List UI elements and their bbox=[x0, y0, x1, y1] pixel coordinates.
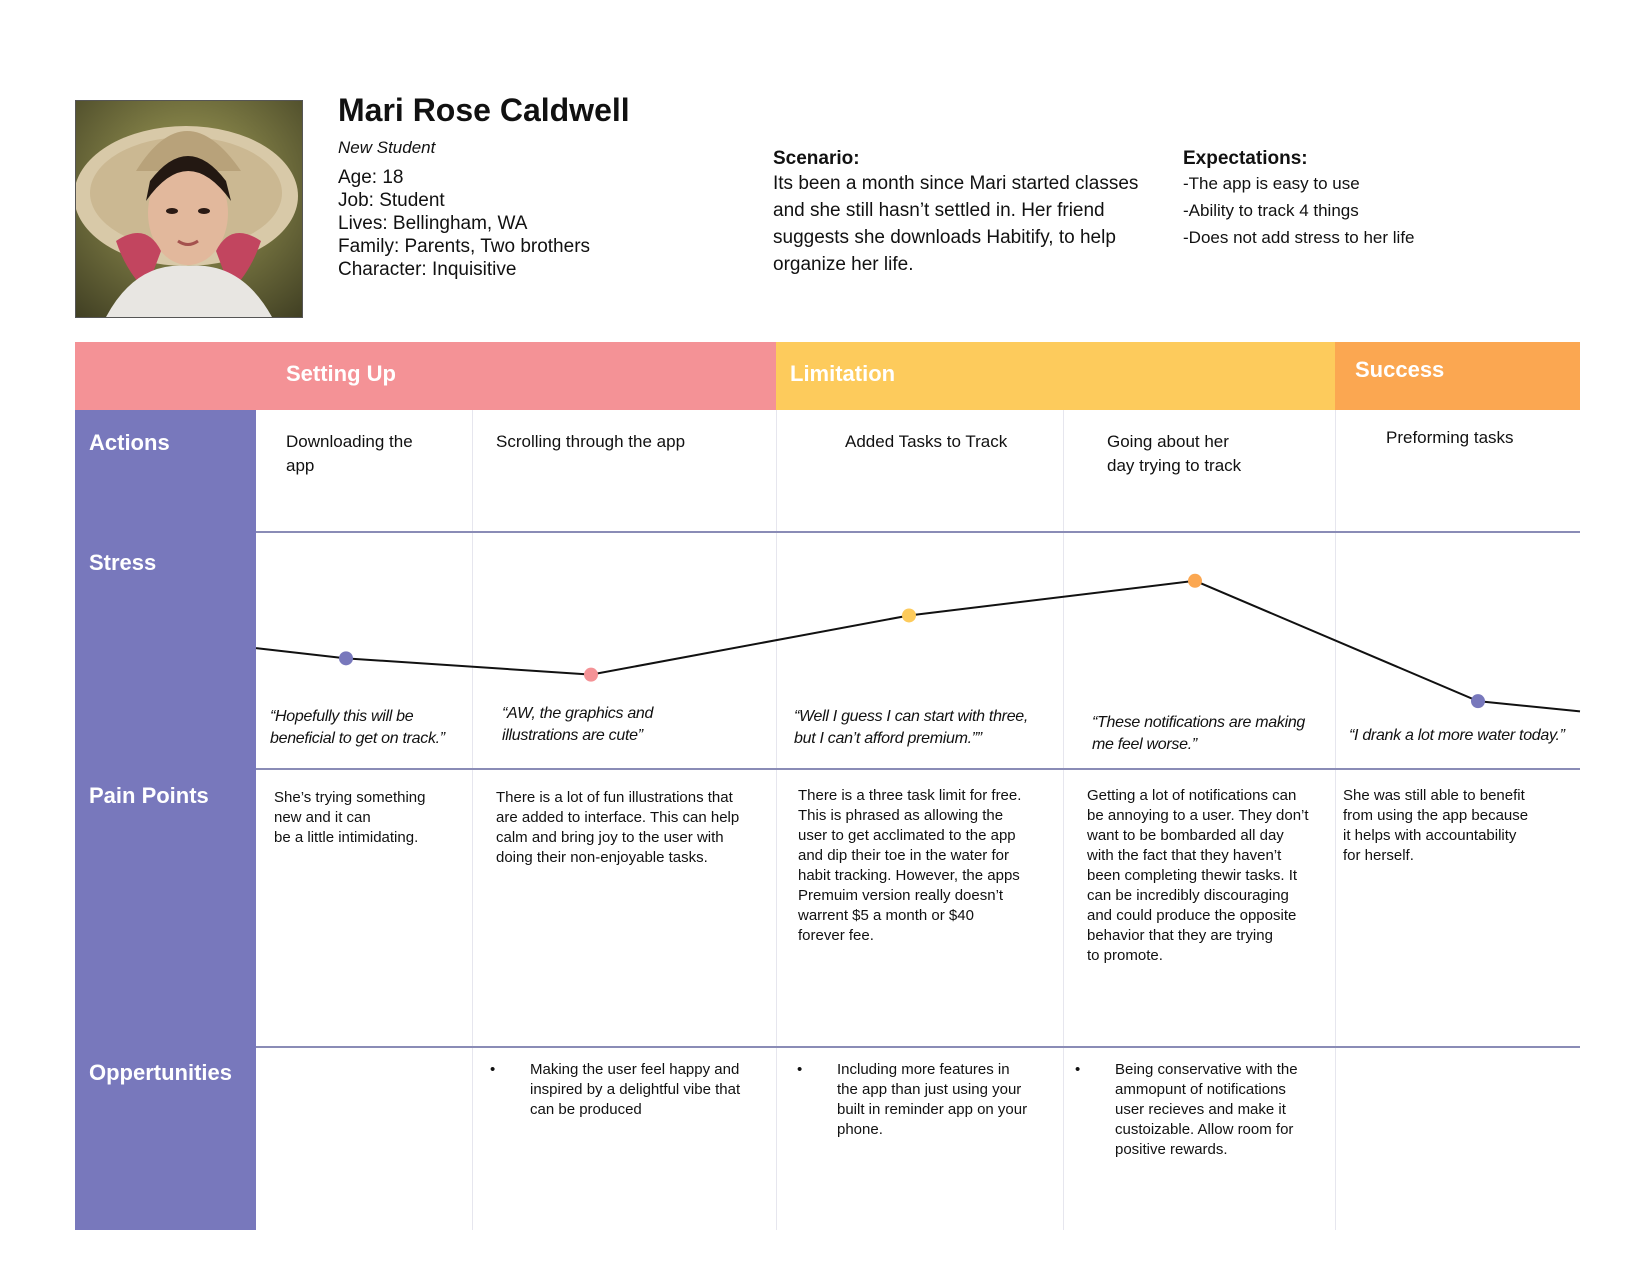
opportunity-line: can be produced bbox=[530, 1101, 642, 1118]
phase-success bbox=[1335, 342, 1580, 410]
pain-line: There is a lot of fun illustrations that bbox=[496, 789, 733, 806]
pain-line: Premuim version really doesn’t bbox=[798, 887, 1004, 904]
pain-line: Getting a lot of notifications can bbox=[1087, 787, 1297, 804]
action-going-about bbox=[1107, 430, 1241, 478]
row-divider bbox=[256, 531, 1580, 533]
pain-line: it helps with accountability bbox=[1343, 827, 1517, 844]
pain-line: from using the app because bbox=[1343, 807, 1529, 824]
pain-line: with the fact that they haven’t bbox=[1087, 847, 1282, 864]
opportunity-going-about bbox=[1075, 1060, 1298, 1160]
quote-line: “These notifications are making bbox=[1092, 714, 1306, 731]
opportunity-line: ammopunt of notifications bbox=[1115, 1081, 1286, 1098]
phase-limitation bbox=[776, 342, 1335, 410]
action-added-tasks bbox=[845, 430, 1007, 454]
action-line: Scrolling through the app bbox=[496, 432, 686, 451]
stress-point-1 bbox=[339, 651, 353, 665]
scenario-block bbox=[773, 148, 1163, 278]
pain-line: and could produce the opposite bbox=[1087, 907, 1297, 924]
stress-point-3 bbox=[902, 608, 916, 622]
quote-added-tasks bbox=[794, 706, 1028, 750]
quote-downloading bbox=[270, 706, 445, 750]
stress-line bbox=[256, 581, 1580, 712]
pain-downloading bbox=[274, 788, 425, 848]
pain-line: habit tracking. However, the apps bbox=[798, 867, 1020, 884]
persona-character: Character: Inquisitive bbox=[338, 259, 517, 280]
persona-location: Lives: Bellingham, WA bbox=[338, 213, 528, 234]
pain-line: to promote. bbox=[1087, 947, 1163, 964]
bullet-icon: • bbox=[490, 1061, 496, 1078]
opportunity-line: user recieves and make it bbox=[1115, 1101, 1286, 1118]
row-label-stress: Stress bbox=[89, 550, 157, 575]
pain-line: be a little intimidating. bbox=[274, 829, 419, 846]
pain-line: She was still able to benefit bbox=[1343, 787, 1525, 804]
pain-line: calm and bring joy to the user with bbox=[496, 829, 724, 846]
pain-line: forever fee. bbox=[798, 927, 874, 944]
pain-line: new and it can bbox=[274, 809, 371, 826]
quote-line: but I can’t afford premium.”” bbox=[794, 730, 982, 747]
opportunity-line: custoizable. Allow room for bbox=[1115, 1121, 1294, 1138]
pain-line: and dip their toe in the water for bbox=[798, 847, 1009, 864]
phase-setting-up bbox=[75, 342, 776, 410]
phase-label: Setting Up bbox=[286, 361, 396, 386]
pain-line: This is phrased as allowing the bbox=[798, 807, 1004, 824]
phase-label: Limitation bbox=[790, 361, 896, 386]
bullet-icon: • bbox=[797, 1061, 803, 1078]
expectation-item: -Does not add stress to her life bbox=[1183, 228, 1415, 247]
pain-added-tasks bbox=[798, 786, 1021, 946]
pain-line: want to be bombarded all day bbox=[1087, 827, 1284, 844]
action-downloading bbox=[286, 430, 413, 478]
action-line: app bbox=[286, 456, 315, 475]
pain-line: user to get acclimated to the app bbox=[798, 827, 1016, 844]
pain-line: warrent $5 a month or $40 bbox=[798, 907, 974, 924]
pain-line: be annoying to a user. They don’t bbox=[1087, 807, 1309, 824]
pain-scrolling bbox=[496, 788, 739, 868]
opportunity-line: Making the user feel happy and bbox=[530, 1061, 740, 1078]
quote-line: “Hopefully this will be bbox=[270, 708, 414, 725]
quote-line: illustrations are cute” bbox=[502, 727, 643, 744]
phase-band bbox=[75, 342, 1580, 410]
quote-performing bbox=[1349, 725, 1565, 747]
opportunity-line: built in reminder app on your bbox=[837, 1101, 1028, 1118]
stress-point-4 bbox=[1188, 574, 1202, 588]
pain-line: behavior that they are trying bbox=[1087, 927, 1273, 944]
opportunity-scrolling bbox=[490, 1060, 740, 1120]
pain-line: can be incredibly discouraging bbox=[1087, 887, 1289, 904]
column-divider bbox=[472, 410, 473, 1230]
scenario-title: Scenario: bbox=[773, 148, 860, 169]
persona-role: New Student bbox=[338, 138, 436, 157]
action-scrolling bbox=[496, 430, 685, 454]
phase-label: Success bbox=[1355, 357, 1445, 382]
stress-point-2 bbox=[584, 668, 598, 682]
quote-line: “I drank a lot more water today.” bbox=[1349, 727, 1565, 744]
opportunity-line: phone. bbox=[837, 1121, 883, 1138]
persona-age: Age: 18 bbox=[338, 167, 404, 188]
column-divider bbox=[1063, 410, 1064, 1230]
scenario-line: and she still hasn’t settled in. Her friend bbox=[773, 200, 1105, 221]
action-line: day trying to track bbox=[1107, 456, 1242, 475]
quote-scrolling bbox=[502, 703, 653, 747]
pain-line: been completing thewir tasks. It bbox=[1087, 867, 1298, 884]
action-performing bbox=[1386, 426, 1514, 450]
opportunity-line: inspired by a delightful vibe that bbox=[530, 1081, 741, 1098]
expectations-block bbox=[1183, 148, 1483, 251]
column-divider bbox=[776, 410, 777, 1230]
row-divider bbox=[256, 1046, 1580, 1048]
stress-point-5 bbox=[1471, 694, 1485, 708]
opportunity-line: Including more features in bbox=[837, 1061, 1010, 1078]
expectations-title: Expectations: bbox=[1183, 148, 1308, 169]
row-label-pain-points: Pain Points bbox=[89, 783, 209, 808]
pain-line: She’s trying something bbox=[274, 789, 426, 806]
action-line: Going about her bbox=[1107, 432, 1229, 451]
expectation-item: -Ability to track 4 things bbox=[1183, 201, 1359, 220]
pain-performing bbox=[1343, 786, 1528, 866]
quote-line: me feel worse.” bbox=[1092, 736, 1197, 753]
opportunity-added-tasks bbox=[797, 1060, 1027, 1140]
persona-job: Job: Student bbox=[338, 190, 445, 211]
row-divider bbox=[256, 768, 1580, 770]
row-label-actions: Actions bbox=[89, 430, 170, 455]
action-line: Preforming tasks bbox=[1386, 428, 1514, 447]
action-line: Added Tasks to Track bbox=[845, 432, 1008, 451]
pain-line: for herself. bbox=[1343, 847, 1414, 864]
quote-line: “AW, the graphics and bbox=[502, 705, 654, 722]
row-label-opportunities: Oppertunities bbox=[89, 1060, 233, 1085]
quote-line: “Well I guess I can start with three, bbox=[794, 708, 1029, 725]
pain-line: doing their non-enjoyable tasks. bbox=[496, 849, 708, 866]
opportunity-line: the app than just using your bbox=[837, 1081, 1022, 1098]
scenario-line: suggests she downloads Habitify, to help bbox=[773, 227, 1116, 248]
action-line: Downloading the bbox=[286, 432, 413, 451]
bullet-icon: • bbox=[1075, 1061, 1081, 1078]
persona-name: Mari Rose Caldwell bbox=[338, 92, 630, 128]
quote-line: beneficial to get on track.” bbox=[270, 730, 445, 747]
pain-line: are added to interface. This can help bbox=[496, 809, 740, 826]
opportunity-line: positive rewards. bbox=[1115, 1141, 1228, 1158]
column-divider bbox=[1335, 410, 1336, 1230]
opportunity-line: Being conservative with the bbox=[1115, 1061, 1298, 1078]
scenario-line: organize her life. bbox=[773, 254, 914, 275]
pain-line: There is a three task limit for free. bbox=[798, 787, 1022, 804]
persona-family: Family: Parents, Two brothers bbox=[338, 236, 591, 257]
quote-going-about bbox=[1092, 712, 1305, 756]
row-label-sidebar bbox=[75, 410, 256, 1230]
persona-photo bbox=[75, 100, 303, 318]
pain-going-about bbox=[1087, 786, 1309, 966]
scenario-line: Its been a month since Mari started classes bbox=[773, 173, 1139, 194]
expectation-item: -The app is easy to use bbox=[1183, 174, 1360, 193]
